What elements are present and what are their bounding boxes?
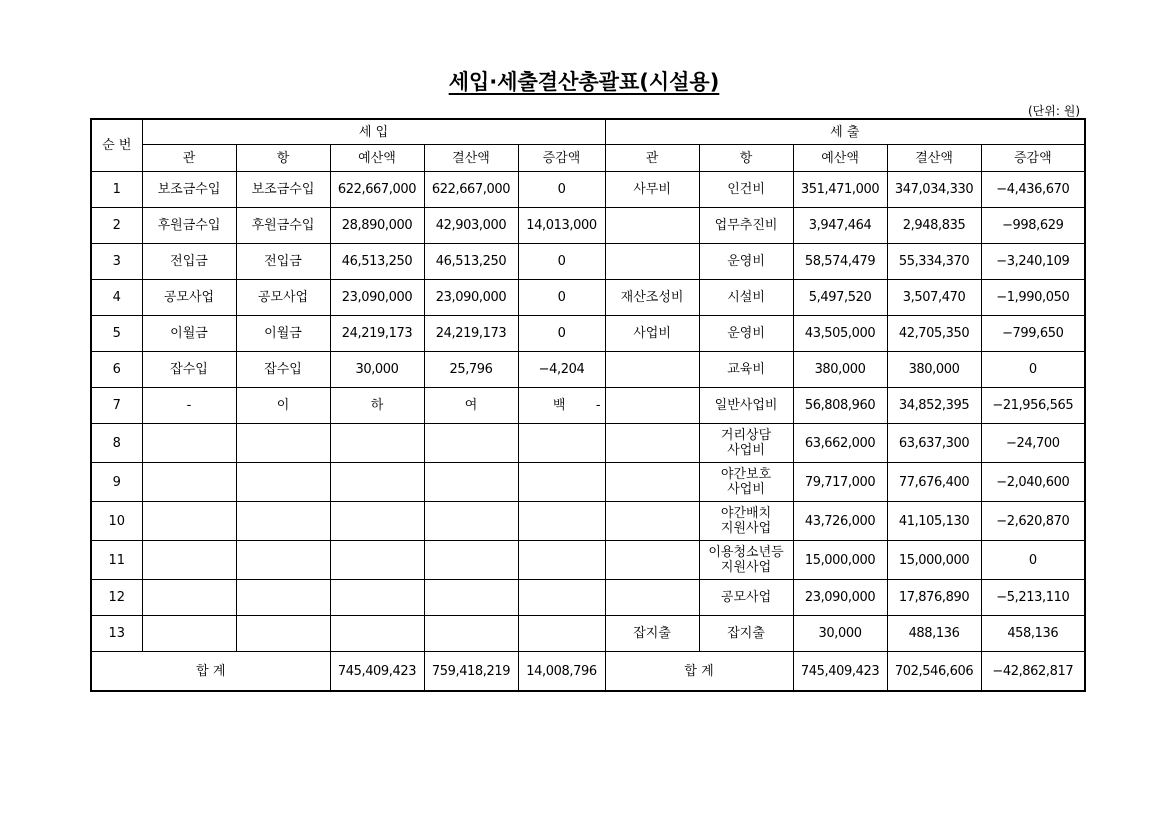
expenditure-gwan-cell	[605, 208, 699, 244]
revenue-budget-cell	[330, 541, 424, 580]
expenditure-budget-cell: 3,947,464	[793, 208, 887, 244]
revenue-gwan-cell	[142, 616, 236, 652]
expenditure-gwan-cell	[605, 388, 699, 424]
expenditure-hang-cell: 교육비	[699, 352, 793, 388]
revenue-budget-cell: 23,090,000	[330, 280, 424, 316]
revenue-change-cell: 0	[518, 316, 605, 352]
expenditure-change-header: 증감액	[981, 145, 1085, 172]
table-row	[91, 580, 1085, 616]
table-row	[91, 244, 1085, 280]
expenditure-gwan-cell	[605, 352, 699, 388]
expenditure-hang-cell: 공모사업	[699, 580, 793, 616]
revenue-hang-cell: 보조금수입	[236, 172, 330, 208]
revenue-gwan-cell: -	[142, 388, 236, 424]
table-row	[91, 463, 1085, 502]
revenue-hang-cell: 이월금	[236, 316, 330, 352]
revenue-gwan-cell	[142, 580, 236, 616]
revenue-change-cell: 0	[518, 280, 605, 316]
revenue-hang-cell	[236, 424, 330, 463]
expenditure-change-cell: 0	[981, 352, 1085, 388]
revenue-change-cell	[518, 541, 605, 580]
revenue-settlement-cell: 23,090,000	[424, 280, 518, 316]
revenue-gwan-cell: 잡수입	[142, 352, 236, 388]
expenditure-hang-cell: 일반사업비	[699, 388, 793, 424]
revenue-settlement-cell: 25,796	[424, 352, 518, 388]
revenue-budget-cell: 하	[330, 388, 424, 424]
revenue-settlement-cell: 622,667,000	[424, 172, 518, 208]
expenditure-budget-cell: 5,497,520	[793, 280, 887, 316]
revenue-gwan-cell: 전입금	[142, 244, 236, 280]
expenditure-hang-cell: 운영비	[699, 244, 793, 280]
expenditure-gwan-cell	[605, 580, 699, 616]
row-number: 5	[91, 316, 142, 352]
expenditure-gwan-cell: 재산조성비	[605, 280, 699, 316]
expenditure-settlement-cell: 488,136	[887, 616, 981, 652]
table-row	[91, 280, 1085, 316]
expenditure-settlement-header: 결산액	[887, 145, 981, 172]
revenue-hang-header: 항	[236, 145, 330, 172]
expenditure-hang-cell: 인건비	[699, 172, 793, 208]
expenditure-change-cell: 458,136	[981, 616, 1085, 652]
expenditure-settlement-cell: 42,705,350	[887, 316, 981, 352]
revenue-gwan-cell	[142, 424, 236, 463]
expenditure-change-cell: −24,700	[981, 424, 1085, 463]
table-row	[91, 172, 1085, 208]
expenditure-budget-cell: 30,000	[793, 616, 887, 652]
expenditure-budget-header: 예산액	[793, 145, 887, 172]
revenue-settlement-cell: 46,513,250	[424, 244, 518, 280]
expenditure-budget-cell: 351,471,000	[793, 172, 887, 208]
total-expenditure-change: −42,862,817	[981, 652, 1085, 692]
expenditure-hang-cell: 야간배치 지원사업	[699, 502, 793, 541]
expenditure-budget-cell: 380,000	[793, 352, 887, 388]
revenue-change-cell	[518, 580, 605, 616]
expenditure-gwan-cell	[605, 541, 699, 580]
expenditure-hang-cell: 시설비	[699, 280, 793, 316]
expenditure-change-cell: −5,213,110	[981, 580, 1085, 616]
expenditure-change-cell: −799,650	[981, 316, 1085, 352]
expenditure-budget-cell: 79,717,000	[793, 463, 887, 502]
expenditure-gwan-cell: 사업비	[605, 316, 699, 352]
revenue-gwan-cell: 보조금수입	[142, 172, 236, 208]
revenue-hang-cell: 후원금수입	[236, 208, 330, 244]
revenue-budget-cell: 24,219,173	[330, 316, 424, 352]
revenue-hang-cell	[236, 616, 330, 652]
revenue-settlement-cell	[424, 463, 518, 502]
revenue-header: 세 입	[142, 119, 605, 145]
expenditure-hang-cell: 잡지출	[699, 616, 793, 652]
row-number: 10	[91, 502, 142, 541]
revenue-hang-cell: 공모사업	[236, 280, 330, 316]
expenditure-hang-header: 항	[699, 145, 793, 172]
row-number: 13	[91, 616, 142, 652]
seq-header: 순 번	[91, 119, 142, 172]
total-expenditure-settlement: 702,546,606	[887, 652, 981, 692]
revenue-budget-cell: 28,890,000	[330, 208, 424, 244]
revenue-hang-cell	[236, 580, 330, 616]
expenditure-hang-cell: 거리상담 사업비	[699, 424, 793, 463]
revenue-change-cell	[518, 502, 605, 541]
revenue-hang-cell: 이	[236, 388, 330, 424]
revenue-change-cell: 14,013,000	[518, 208, 605, 244]
expenditure-budget-cell: 58,574,479	[793, 244, 887, 280]
revenue-settlement-header: 결산액	[424, 145, 518, 172]
revenue-change-cell	[518, 616, 605, 652]
revenue-gwan-cell	[142, 502, 236, 541]
row-number: 8	[91, 424, 142, 463]
row-number: 6	[91, 352, 142, 388]
table-row	[91, 424, 1085, 463]
revenue-hang-cell: 잡수입	[236, 352, 330, 388]
expenditure-settlement-cell: 380,000	[887, 352, 981, 388]
total-row	[91, 652, 1085, 692]
expenditure-budget-cell: 23,090,000	[793, 580, 887, 616]
row-number: 9	[91, 463, 142, 502]
expenditure-budget-cell: 15,000,000	[793, 541, 887, 580]
expenditure-change-cell: −21,956,565	[981, 388, 1085, 424]
expenditure-gwan-cell: 사무비	[605, 172, 699, 208]
expenditure-change-cell: −998,629	[981, 208, 1085, 244]
expenditure-gwan-cell	[605, 502, 699, 541]
expenditure-settlement-cell: 17,876,890	[887, 580, 981, 616]
revenue-settlement-cell: 여	[424, 388, 518, 424]
expenditure-settlement-cell: 2,948,835	[887, 208, 981, 244]
expenditure-change-cell: −4,436,670	[981, 172, 1085, 208]
revenue-gwan-cell: 공모사업	[142, 280, 236, 316]
revenue-change-cell: 0	[518, 172, 605, 208]
revenue-settlement-cell	[424, 424, 518, 463]
unit-label: (단위: 원)	[1028, 104, 1080, 118]
revenue-hang-cell	[236, 502, 330, 541]
expenditure-settlement-cell: 15,000,000	[887, 541, 981, 580]
expenditure-change-cell: −1,990,050	[981, 280, 1085, 316]
row-number: 11	[91, 541, 142, 580]
total-revenue-budget: 745,409,423	[330, 652, 424, 692]
row-number: 7	[91, 388, 142, 424]
revenue-gwan-header: 관	[142, 145, 236, 172]
expenditure-gwan-header: 관	[605, 145, 699, 172]
expenditure-hang-cell: 이용청소년등 지원사업	[699, 541, 793, 580]
revenue-change-cell	[518, 463, 605, 502]
revenue-change-dash: -	[595, 398, 601, 413]
revenue-change-cell	[518, 388, 605, 424]
expenditure-change-cell: −2,620,870	[981, 502, 1085, 541]
revenue-settlement-cell	[424, 502, 518, 541]
expenditure-gwan-cell	[605, 424, 699, 463]
table-row	[91, 541, 1085, 580]
total-expenditure-label: 합 계	[605, 652, 793, 692]
row-number: 12	[91, 580, 142, 616]
table-row	[91, 388, 1085, 424]
revenue-budget-cell	[330, 463, 424, 502]
expenditure-change-cell: 0	[981, 541, 1085, 580]
settlement-summary-table	[90, 118, 1086, 692]
expenditure-change-cell: −2,040,600	[981, 463, 1085, 502]
row-number: 4	[91, 280, 142, 316]
revenue-gwan-cell	[142, 541, 236, 580]
revenue-settlement-cell: 42,903,000	[424, 208, 518, 244]
expenditure-hang-cell: 야간보호 사업비	[699, 463, 793, 502]
revenue-budget-cell	[330, 580, 424, 616]
revenue-hang-cell	[236, 541, 330, 580]
revenue-settlement-cell	[424, 616, 518, 652]
revenue-settlement-cell	[424, 541, 518, 580]
expenditure-settlement-cell: 3,507,470	[887, 280, 981, 316]
row-number: 3	[91, 244, 142, 280]
expenditure-settlement-cell: 63,637,300	[887, 424, 981, 463]
revenue-budget-header: 예산액	[330, 145, 424, 172]
expenditure-settlement-cell: 41,105,130	[887, 502, 981, 541]
table-row	[91, 352, 1085, 388]
expenditure-budget-cell: 56,808,960	[793, 388, 887, 424]
revenue-hang-cell: 전입금	[236, 244, 330, 280]
revenue-change-cell: −4,204	[518, 352, 605, 388]
revenue-change-text: 백	[552, 398, 566, 413]
header-row-1	[91, 119, 1085, 145]
total-revenue-settlement: 759,418,219	[424, 652, 518, 692]
expenditure-gwan-cell: 잡지출	[605, 616, 699, 652]
table-row	[91, 208, 1085, 244]
expenditure-settlement-cell: 34,852,395	[887, 388, 981, 424]
revenue-budget-cell: 622,667,000	[330, 172, 424, 208]
total-revenue-change: 14,008,796	[518, 652, 605, 692]
expenditure-budget-cell: 63,662,000	[793, 424, 887, 463]
expenditure-settlement-cell: 55,334,370	[887, 244, 981, 280]
revenue-gwan-cell: 후원금수입	[142, 208, 236, 244]
row-number: 1	[91, 172, 142, 208]
expenditure-hang-cell: 운영비	[699, 316, 793, 352]
page-title: 세입·세출결산총괄표(시설용)	[448, 70, 720, 94]
table-row	[91, 502, 1085, 541]
expenditure-gwan-cell	[605, 463, 699, 502]
expenditure-change-cell: −3,240,109	[981, 244, 1085, 280]
revenue-gwan-cell	[142, 463, 236, 502]
revenue-gwan-cell: 이월금	[142, 316, 236, 352]
expenditure-budget-cell: 43,726,000	[793, 502, 887, 541]
revenue-change-cell	[518, 424, 605, 463]
revenue-budget-cell: 46,513,250	[330, 244, 424, 280]
expenditure-settlement-cell: 77,676,400	[887, 463, 981, 502]
revenue-hang-cell	[236, 463, 330, 502]
total-expenditure-budget: 745,409,423	[793, 652, 887, 692]
revenue-settlement-cell: 24,219,173	[424, 316, 518, 352]
expenditure-header: 세 출	[605, 119, 1085, 145]
revenue-change-header: 증감액	[518, 145, 605, 172]
table-row	[91, 316, 1085, 352]
revenue-budget-cell	[330, 616, 424, 652]
table-row	[91, 616, 1085, 652]
revenue-budget-cell	[330, 502, 424, 541]
revenue-budget-cell	[330, 424, 424, 463]
header-row-2	[91, 145, 1085, 172]
expenditure-gwan-cell	[605, 244, 699, 280]
revenue-budget-cell: 30,000	[330, 352, 424, 388]
expenditure-budget-cell: 43,505,000	[793, 316, 887, 352]
expenditure-settlement-cell: 347,034,330	[887, 172, 981, 208]
expenditure-hang-cell: 업무추진비	[699, 208, 793, 244]
revenue-settlement-cell	[424, 580, 518, 616]
revenue-change-cell: 0	[518, 244, 605, 280]
row-number: 2	[91, 208, 142, 244]
total-label: 합 계	[91, 652, 330, 692]
